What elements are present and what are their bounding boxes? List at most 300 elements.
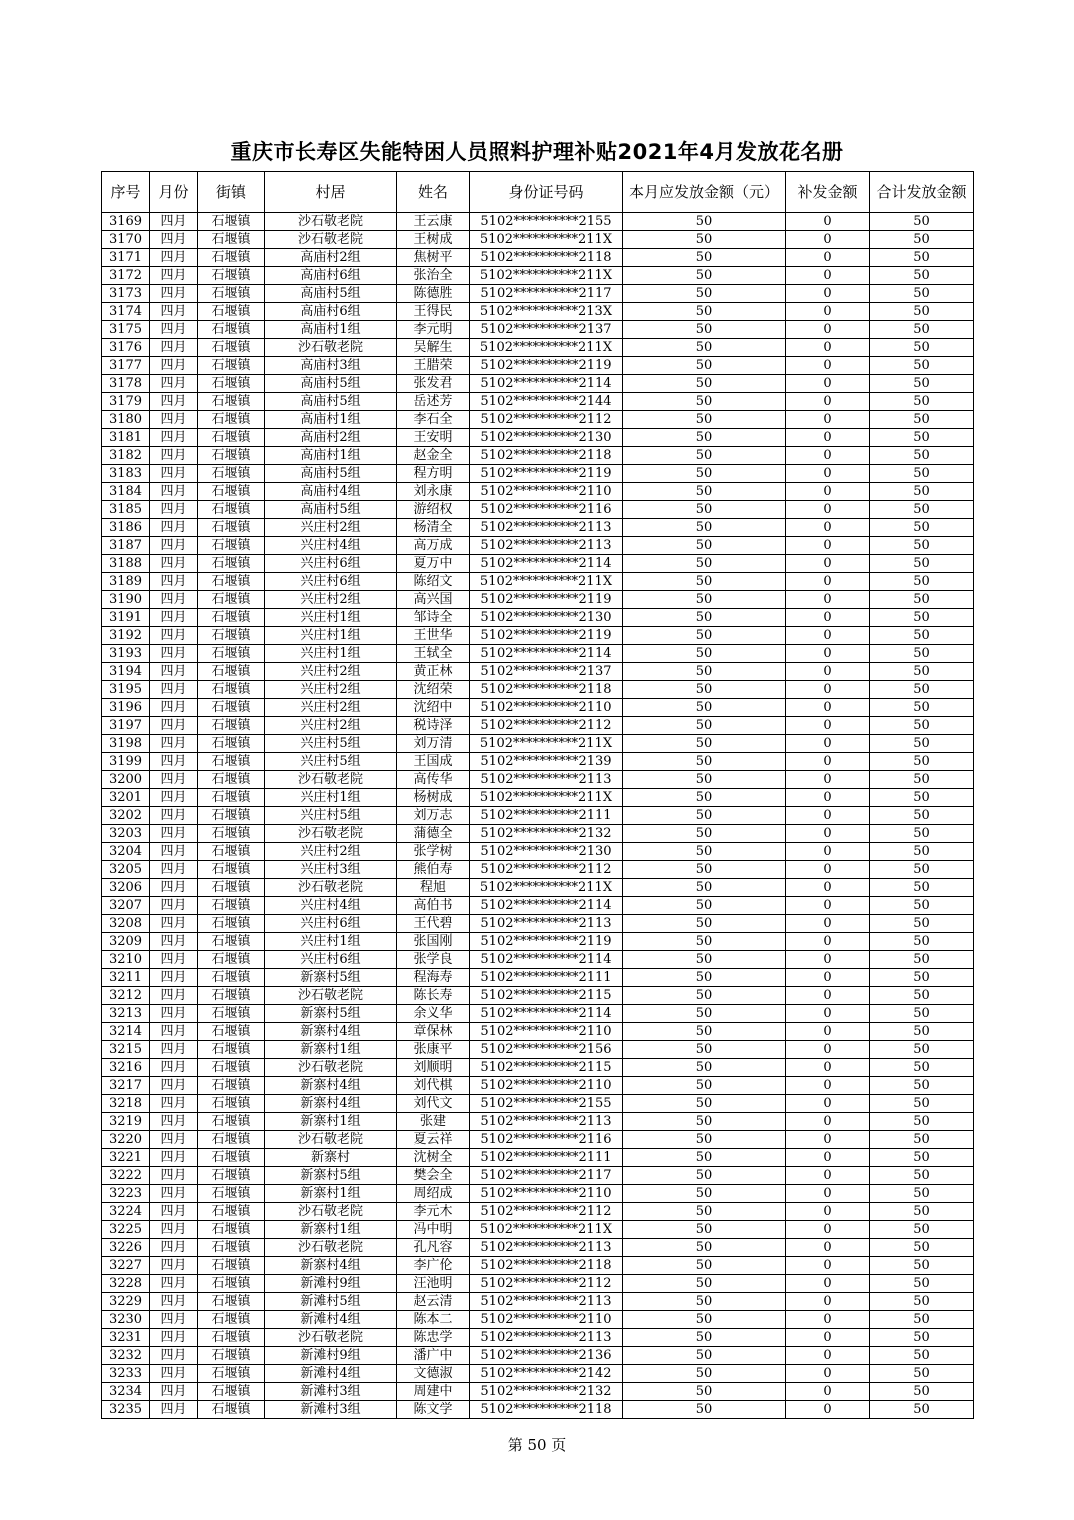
cell-month: 四月 (150, 987, 198, 1005)
cell-name: 余义华 (397, 1005, 470, 1023)
cell-total-amount: 50 (870, 627, 974, 645)
cell-id-number: 5102**********213X (470, 303, 623, 321)
cell-month: 四月 (150, 1401, 198, 1419)
cell-monthly-amount: 50 (623, 1293, 786, 1311)
table-row (102, 1059, 974, 1077)
cell-back-pay: 0 (786, 861, 870, 879)
cell-seq: 3203 (102, 825, 150, 843)
cell-monthly-amount: 50 (623, 1113, 786, 1131)
cell-name: 张学树 (397, 843, 470, 861)
table-row (102, 501, 974, 519)
cell-name: 汪池明 (397, 1275, 470, 1293)
cell-town: 石堰镇 (198, 609, 265, 627)
cell-monthly-amount: 50 (623, 573, 786, 591)
cell-seq: 3188 (102, 555, 150, 573)
table-row (102, 843, 974, 861)
cell-seq: 3209 (102, 933, 150, 951)
cell-total-amount: 50 (870, 1113, 974, 1131)
cell-total-amount: 50 (870, 1239, 974, 1257)
cell-name: 张学良 (397, 951, 470, 969)
cell-town: 石堰镇 (198, 501, 265, 519)
cell-seq: 3190 (102, 591, 150, 609)
cell-village: 兴庄村1组 (265, 789, 397, 807)
cell-town: 石堰镇 (198, 249, 265, 267)
cell-name: 蒲德全 (397, 825, 470, 843)
cell-town: 石堰镇 (198, 627, 265, 645)
cell-id-number: 5102**********2113 (470, 1113, 623, 1131)
cell-back-pay: 0 (786, 627, 870, 645)
cell-total-amount: 50 (870, 987, 974, 1005)
cell-id-number: 5102**********2118 (470, 1401, 623, 1419)
table-row (102, 393, 974, 411)
cell-village: 高庙村5组 (265, 393, 397, 411)
cell-town: 石堰镇 (198, 861, 265, 879)
cell-id-number: 5102**********211X (470, 267, 623, 285)
cell-seq: 3194 (102, 663, 150, 681)
cell-village: 新寨村5组 (265, 969, 397, 987)
cell-monthly-amount: 50 (623, 1131, 786, 1149)
cell-name: 夏万中 (397, 555, 470, 573)
cell-id-number: 5102**********2117 (470, 1167, 623, 1185)
cell-id-number: 5102**********2113 (470, 519, 623, 537)
cell-town: 石堰镇 (198, 915, 265, 933)
cell-monthly-amount: 50 (623, 1221, 786, 1239)
cell-monthly-amount: 50 (623, 1383, 786, 1401)
cell-id-number: 5102**********2114 (470, 645, 623, 663)
cell-total-amount: 50 (870, 1365, 974, 1383)
cell-village: 兴庄村2组 (265, 681, 397, 699)
cell-seq: 3232 (102, 1347, 150, 1365)
cell-id-number: 5102**********2113 (470, 537, 623, 555)
cell-village: 新寨村1组 (265, 1221, 397, 1239)
cell-monthly-amount: 50 (623, 393, 786, 411)
cell-seq: 3210 (102, 951, 150, 969)
cell-seq: 3169 (102, 213, 150, 231)
cell-id-number: 5102**********2130 (470, 609, 623, 627)
cell-month: 四月 (150, 1383, 198, 1401)
cell-total-amount: 50 (870, 1059, 974, 1077)
cell-month: 四月 (150, 1149, 198, 1167)
cell-name: 周绍成 (397, 1185, 470, 1203)
cell-month: 四月 (150, 339, 198, 357)
cell-id-number: 5102**********2155 (470, 1095, 623, 1113)
cell-monthly-amount: 50 (623, 375, 786, 393)
cell-back-pay: 0 (786, 213, 870, 231)
cell-month: 四月 (150, 267, 198, 285)
cell-village: 沙石敬老院 (265, 1329, 397, 1347)
cell-total-amount: 50 (870, 447, 974, 465)
cell-name: 熊伯寿 (397, 861, 470, 879)
cell-village: 高庙村2组 (265, 249, 397, 267)
cell-name: 沈绍荣 (397, 681, 470, 699)
cell-id-number: 5102**********2114 (470, 897, 623, 915)
cell-town: 石堰镇 (198, 519, 265, 537)
table-row (102, 1077, 974, 1095)
cell-id-number: 5102**********2144 (470, 393, 623, 411)
cell-village: 沙石敬老院 (265, 771, 397, 789)
table-row (102, 789, 974, 807)
cell-monthly-amount: 50 (623, 807, 786, 825)
cell-monthly-amount: 50 (623, 663, 786, 681)
cell-village: 兴庄村1组 (265, 933, 397, 951)
cell-village: 兴庄村6组 (265, 951, 397, 969)
cell-name: 章保林 (397, 1023, 470, 1041)
cell-name: 游绍权 (397, 501, 470, 519)
cell-monthly-amount: 50 (623, 699, 786, 717)
cell-name: 李元木 (397, 1203, 470, 1221)
cell-monthly-amount: 50 (623, 1275, 786, 1293)
cell-back-pay: 0 (786, 1167, 870, 1185)
cell-id-number: 5102**********2114 (470, 555, 623, 573)
cell-back-pay: 0 (786, 267, 870, 285)
cell-month: 四月 (150, 465, 198, 483)
cell-monthly-amount: 50 (623, 681, 786, 699)
cell-seq: 3173 (102, 285, 150, 303)
cell-town: 石堰镇 (198, 537, 265, 555)
cell-monthly-amount: 50 (623, 843, 786, 861)
cell-town: 石堰镇 (198, 285, 265, 303)
table-row (102, 1221, 974, 1239)
cell-id-number: 5102**********2137 (470, 321, 623, 339)
cell-seq: 3212 (102, 987, 150, 1005)
cell-back-pay: 0 (786, 591, 870, 609)
cell-monthly-amount: 50 (623, 987, 786, 1005)
table-row (102, 267, 974, 285)
cell-monthly-amount: 50 (623, 213, 786, 231)
cell-village: 高庙村5组 (265, 375, 397, 393)
cell-village: 高庙村1组 (265, 321, 397, 339)
cell-back-pay: 0 (786, 843, 870, 861)
cell-town: 石堰镇 (198, 1257, 265, 1275)
cell-monthly-amount: 50 (623, 1041, 786, 1059)
table-row (102, 591, 974, 609)
cell-monthly-amount: 50 (623, 303, 786, 321)
cell-name: 冯中明 (397, 1221, 470, 1239)
cell-village: 兴庄村1组 (265, 627, 397, 645)
cell-total-amount: 50 (870, 933, 974, 951)
cell-month: 四月 (150, 915, 198, 933)
cell-town: 石堰镇 (198, 879, 265, 897)
cell-back-pay: 0 (786, 339, 870, 357)
cell-monthly-amount: 50 (623, 483, 786, 501)
cell-seq: 3227 (102, 1257, 150, 1275)
cell-name: 王云康 (397, 213, 470, 231)
cell-seq: 3218 (102, 1095, 150, 1113)
cell-back-pay: 0 (786, 645, 870, 663)
cell-back-pay: 0 (786, 807, 870, 825)
table-row (102, 573, 974, 591)
cell-seq: 3214 (102, 1023, 150, 1041)
cell-back-pay: 0 (786, 1293, 870, 1311)
cell-town: 石堰镇 (198, 231, 265, 249)
cell-town: 石堰镇 (198, 321, 265, 339)
cell-monthly-amount: 50 (623, 753, 786, 771)
cell-id-number: 5102**********2113 (470, 1329, 623, 1347)
cell-seq: 3183 (102, 465, 150, 483)
table-row (102, 609, 974, 627)
cell-town: 石堰镇 (198, 951, 265, 969)
cell-id-number: 5102**********2111 (470, 969, 623, 987)
cell-total-amount: 50 (870, 1383, 974, 1401)
cell-total-amount: 50 (870, 231, 974, 249)
cell-name: 陈长寿 (397, 987, 470, 1005)
cell-total-amount: 50 (870, 483, 974, 501)
table-row (102, 915, 974, 933)
cell-town: 石堰镇 (198, 375, 265, 393)
cell-monthly-amount: 50 (623, 1257, 786, 1275)
table-row (102, 681, 974, 699)
cell-back-pay: 0 (786, 1059, 870, 1077)
table-row (102, 1041, 974, 1059)
cell-town: 石堰镇 (198, 483, 265, 501)
cell-village: 兴庄村1组 (265, 609, 397, 627)
cell-name: 高伯书 (397, 897, 470, 915)
cell-seq: 3231 (102, 1329, 150, 1347)
cell-town: 石堰镇 (198, 1149, 265, 1167)
cell-town: 石堰镇 (198, 1185, 265, 1203)
cell-id-number: 5102**********2142 (470, 1365, 623, 1383)
cell-monthly-amount: 50 (623, 519, 786, 537)
cell-village: 兴庄村5组 (265, 753, 397, 771)
cell-town: 石堰镇 (198, 717, 265, 735)
table-row (102, 897, 974, 915)
cell-village: 新寨村1组 (265, 1185, 397, 1203)
table-row (102, 1257, 974, 1275)
cell-seq: 3229 (102, 1293, 150, 1311)
cell-name: 刘万清 (397, 735, 470, 753)
cell-name: 陈文学 (397, 1401, 470, 1419)
cell-town: 石堰镇 (198, 753, 265, 771)
cell-town: 石堰镇 (198, 681, 265, 699)
cell-seq: 3221 (102, 1149, 150, 1167)
cell-village: 高庙村5组 (265, 501, 397, 519)
cell-seq: 3197 (102, 717, 150, 735)
cell-town: 石堰镇 (198, 771, 265, 789)
cell-month: 四月 (150, 879, 198, 897)
cell-back-pay: 0 (786, 951, 870, 969)
cell-month: 四月 (150, 843, 198, 861)
cell-name: 刘永康 (397, 483, 470, 501)
cell-total-amount: 50 (870, 591, 974, 609)
cell-month: 四月 (150, 753, 198, 771)
cell-name: 程方明 (397, 465, 470, 483)
table-row (102, 1005, 974, 1023)
cell-seq: 3205 (102, 861, 150, 879)
cell-name: 杨树成 (397, 789, 470, 807)
cell-month: 四月 (150, 1239, 198, 1257)
cell-town: 石堰镇 (198, 1023, 265, 1041)
cell-village: 兴庄村6组 (265, 915, 397, 933)
cell-total-amount: 50 (870, 915, 974, 933)
cell-town: 石堰镇 (198, 1347, 265, 1365)
cell-seq: 3193 (102, 645, 150, 663)
cell-name: 赵云清 (397, 1293, 470, 1311)
column-header-id-number: 身份证号码 (470, 172, 623, 213)
cell-total-amount: 50 (870, 429, 974, 447)
cell-back-pay: 0 (786, 1257, 870, 1275)
cell-back-pay: 0 (786, 699, 870, 717)
cell-village: 高庙村1组 (265, 447, 397, 465)
cell-town: 石堰镇 (198, 393, 265, 411)
cell-id-number: 5102**********2119 (470, 591, 623, 609)
cell-village: 新寨村1组 (265, 1041, 397, 1059)
cell-total-amount: 50 (870, 285, 974, 303)
table-row (102, 1239, 974, 1257)
cell-id-number: 5102**********2110 (470, 483, 623, 501)
cell-monthly-amount: 50 (623, 1203, 786, 1221)
column-header-month: 月份 (150, 172, 198, 213)
cell-month: 四月 (150, 1005, 198, 1023)
cell-month: 四月 (150, 483, 198, 501)
cell-month: 四月 (150, 285, 198, 303)
table-row (102, 447, 974, 465)
cell-village: 新寨村5组 (265, 1005, 397, 1023)
cell-monthly-amount: 50 (623, 933, 786, 951)
cell-total-amount: 50 (870, 699, 974, 717)
cell-month: 四月 (150, 1023, 198, 1041)
cell-name: 王安明 (397, 429, 470, 447)
table-row (102, 519, 974, 537)
cell-name: 张建 (397, 1113, 470, 1131)
cell-id-number: 5102**********2113 (470, 1293, 623, 1311)
cell-village: 兴庄村4组 (265, 537, 397, 555)
table-row (102, 537, 974, 555)
cell-back-pay: 0 (786, 1365, 870, 1383)
cell-seq: 3170 (102, 231, 150, 249)
cell-id-number: 5102**********2118 (470, 447, 623, 465)
cell-monthly-amount: 50 (623, 645, 786, 663)
cell-seq: 3207 (102, 897, 150, 915)
cell-town: 石堰镇 (198, 1167, 265, 1185)
cell-monthly-amount: 50 (623, 1239, 786, 1257)
table-row (102, 285, 974, 303)
cell-seq: 3213 (102, 1005, 150, 1023)
cell-back-pay: 0 (786, 321, 870, 339)
cell-seq: 3201 (102, 789, 150, 807)
cell-town: 石堰镇 (198, 699, 265, 717)
table-row (102, 753, 974, 771)
cell-town: 石堰镇 (198, 1077, 265, 1095)
cell-back-pay: 0 (786, 1113, 870, 1131)
cell-id-number: 5102**********2119 (470, 465, 623, 483)
table-row (102, 375, 974, 393)
cell-month: 四月 (150, 807, 198, 825)
cell-seq: 3219 (102, 1113, 150, 1131)
table-row (102, 1275, 974, 1293)
cell-village: 沙石敬老院 (265, 213, 397, 231)
cell-total-amount: 50 (870, 465, 974, 483)
cell-village: 新滩村5组 (265, 1293, 397, 1311)
cell-id-number: 5102**********2136 (470, 1347, 623, 1365)
cell-total-amount: 50 (870, 249, 974, 267)
roster-body (102, 213, 974, 1419)
cell-seq: 3172 (102, 267, 150, 285)
cell-monthly-amount: 50 (623, 735, 786, 753)
cell-name: 王代碧 (397, 915, 470, 933)
cell-month: 四月 (150, 663, 198, 681)
cell-monthly-amount: 50 (623, 771, 786, 789)
table-row (102, 663, 974, 681)
cell-monthly-amount: 50 (623, 897, 786, 915)
cell-total-amount: 50 (870, 1311, 974, 1329)
cell-seq: 3202 (102, 807, 150, 825)
cell-seq: 3206 (102, 879, 150, 897)
cell-month: 四月 (150, 1167, 198, 1185)
column-header-name: 姓名 (397, 172, 470, 213)
cell-village: 新寨村 (265, 1149, 397, 1167)
cell-name: 文德淑 (397, 1365, 470, 1383)
cell-seq: 3179 (102, 393, 150, 411)
cell-back-pay: 0 (786, 1149, 870, 1167)
table-row (102, 1023, 974, 1041)
cell-town: 石堰镇 (198, 843, 265, 861)
cell-id-number: 5102**********2114 (470, 1005, 623, 1023)
cell-name: 刘顺明 (397, 1059, 470, 1077)
cell-back-pay: 0 (786, 501, 870, 519)
cell-total-amount: 50 (870, 897, 974, 915)
cell-seq: 3195 (102, 681, 150, 699)
cell-back-pay: 0 (786, 1203, 870, 1221)
cell-month: 四月 (150, 555, 198, 573)
cell-month: 四月 (150, 411, 198, 429)
cell-month: 四月 (150, 375, 198, 393)
cell-back-pay: 0 (786, 897, 870, 915)
cell-seq: 3204 (102, 843, 150, 861)
cell-village: 新寨村1组 (265, 1113, 397, 1131)
cell-village: 兴庄村6组 (265, 555, 397, 573)
cell-seq: 3174 (102, 303, 150, 321)
table-row (102, 357, 974, 375)
table-row (102, 321, 974, 339)
cell-back-pay: 0 (786, 681, 870, 699)
cell-total-amount: 50 (870, 609, 974, 627)
cell-id-number: 5102**********2132 (470, 825, 623, 843)
table-row (102, 465, 974, 483)
cell-month: 四月 (150, 1329, 198, 1347)
cell-village: 高庙村5组 (265, 285, 397, 303)
cell-village: 兴庄村2组 (265, 519, 397, 537)
cell-monthly-amount: 50 (623, 1023, 786, 1041)
cell-village: 沙石敬老院 (265, 231, 397, 249)
cell-total-amount: 50 (870, 321, 974, 339)
cell-monthly-amount: 50 (623, 1077, 786, 1095)
cell-seq: 3211 (102, 969, 150, 987)
cell-id-number: 5102**********2112 (470, 717, 623, 735)
cell-village: 兴庄村4组 (265, 897, 397, 915)
cell-village: 兴庄村5组 (265, 735, 397, 753)
cell-total-amount: 50 (870, 393, 974, 411)
cell-month: 四月 (150, 429, 198, 447)
cell-back-pay: 0 (786, 519, 870, 537)
cell-id-number: 5102**********2113 (470, 915, 623, 933)
cell-total-amount: 50 (870, 1329, 974, 1347)
cell-month: 四月 (150, 1059, 198, 1077)
cell-monthly-amount: 50 (623, 267, 786, 285)
cell-seq: 3234 (102, 1383, 150, 1401)
cell-back-pay: 0 (786, 879, 870, 897)
cell-town: 石堰镇 (198, 1095, 265, 1113)
cell-back-pay: 0 (786, 483, 870, 501)
cell-id-number: 5102**********2118 (470, 249, 623, 267)
cell-town: 石堰镇 (198, 1329, 265, 1347)
cell-back-pay: 0 (786, 573, 870, 591)
table-row (102, 627, 974, 645)
cell-back-pay: 0 (786, 1329, 870, 1347)
cell-name: 张康平 (397, 1041, 470, 1059)
cell-month: 四月 (150, 519, 198, 537)
cell-monthly-amount: 50 (623, 825, 786, 843)
cell-total-amount: 50 (870, 357, 974, 375)
